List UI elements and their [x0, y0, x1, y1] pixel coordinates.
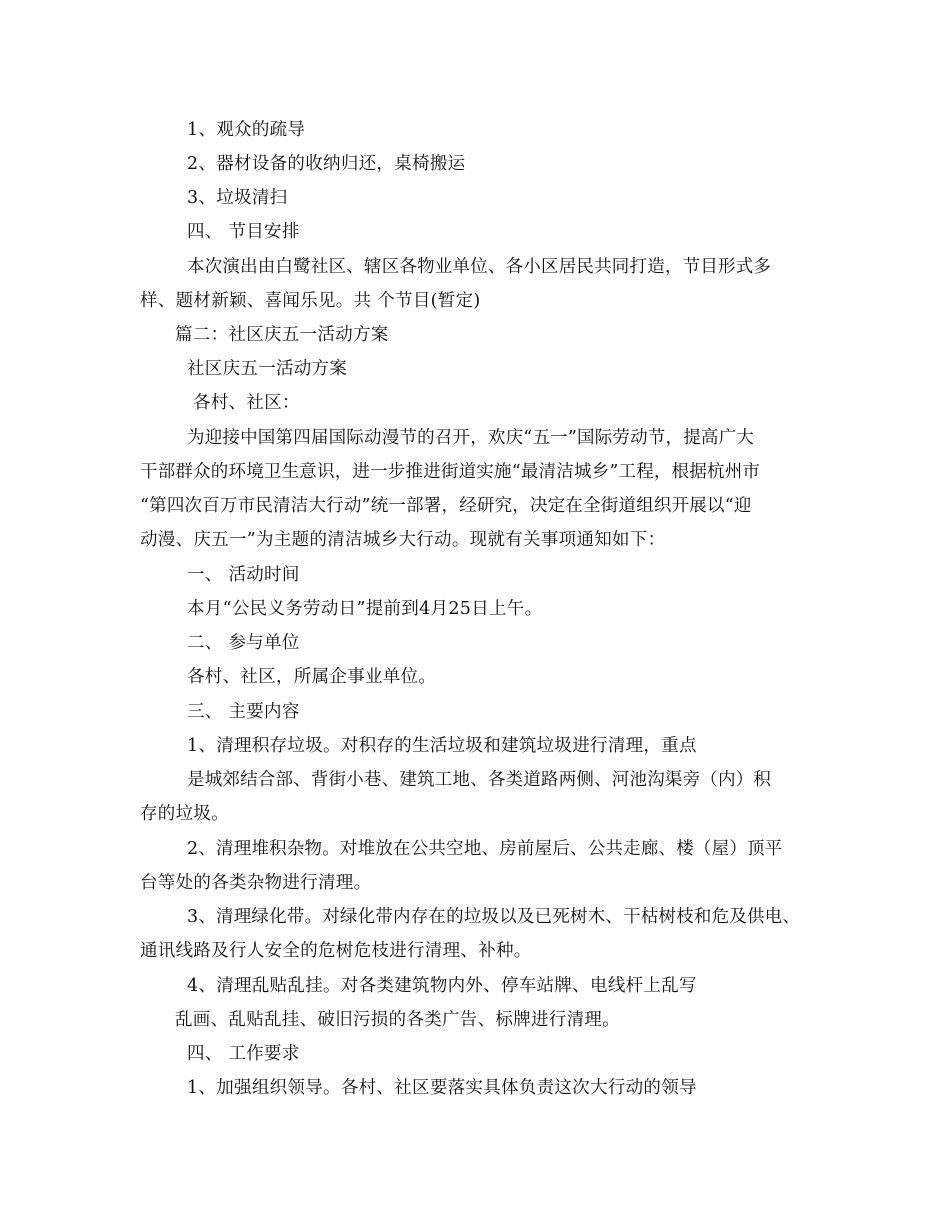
part-heading: 篇二：社区庆五一活动方案 — [175, 325, 389, 345]
section-heading: 四、 节目安排 — [187, 222, 300, 242]
text-line: 2、清理堆积杂物。对堆放在公共空地、房前屋后、公共走廊、楼（屋）顶平 — [187, 839, 783, 859]
section-heading: 一、 活动时间 — [187, 565, 300, 585]
text-line: 1、观众的疏导 — [187, 120, 306, 140]
section-heading: 三、 主要内容 — [187, 702, 300, 722]
text-line: 存的垃圾。 — [140, 804, 229, 824]
text-line: 各村、社区，所属企事业单位。 — [187, 667, 437, 687]
text-line: 3、垃圾清扫 — [187, 188, 288, 208]
text-line: “第四次百万市民清洁大行动”统一部署，经研究，决定在全街道组织开展以“迎 — [140, 496, 752, 516]
document-title: 社区庆五一活动方案 — [187, 359, 348, 379]
text-line: 样、题材新颖、喜闻乐见。共 个节目(暂定) — [140, 291, 481, 311]
salutation: 各村、社区： — [193, 393, 300, 413]
text-line: 3、清理绿化带。对绿化带内存在的垃圾以及已死树木、干枯树枝和危及供电、 — [187, 907, 801, 927]
section-heading: 四、 工作要求 — [187, 1044, 300, 1064]
text-line: 本次演出由白鹭社区、辖区各物业单位、各小区居民共同打造，节目形式多 — [187, 257, 772, 277]
text-line: 乱画、乱贴乱挂、破旧污损的各类广告、标牌进行清理。 — [175, 1010, 620, 1030]
text-line: 干部群众的环境卫生意识，进一步推进街道实施“最清洁城乡”工程，根据杭州市 — [140, 462, 761, 482]
text-line: 为迎接中国第四届国际动漫节的召开，欢庆“五一”国际劳动节，提高广大 — [187, 428, 754, 448]
text-line: 1、清理积存垃圾。对积存的生活垃圾和建筑垃圾进行清理，重点 — [187, 736, 697, 756]
text-line: 是城郊结合部、背街小巷、建筑工地、各类道路两侧、河池沟渠旁（内）积 — [187, 770, 772, 790]
text-line: 动漫、庆五一”为主题的清洁城乡大行动。现就有关事项通知如下： — [140, 530, 666, 550]
text-line: 通讯线路及行人安全的危树危枝进行清理、补种。 — [140, 941, 532, 961]
text-line: 2、器材设备的收纳归还，桌椅搬运 — [187, 154, 466, 174]
text-line: 4、清理乱贴乱挂。对各类建筑物内外、停车站牌、电线杆上乱写 — [187, 976, 697, 996]
section-heading: 二、 参与单位 — [187, 633, 300, 653]
text-line: 本月“公民义务劳动日”提前到4月25日上午。 — [187, 599, 543, 619]
text-line: 台等处的各类杂物进行清理。 — [140, 873, 372, 893]
text-line: 1、加强组织领导。各村、社区要落实具体负责这次大行动的领导 — [187, 1078, 697, 1098]
